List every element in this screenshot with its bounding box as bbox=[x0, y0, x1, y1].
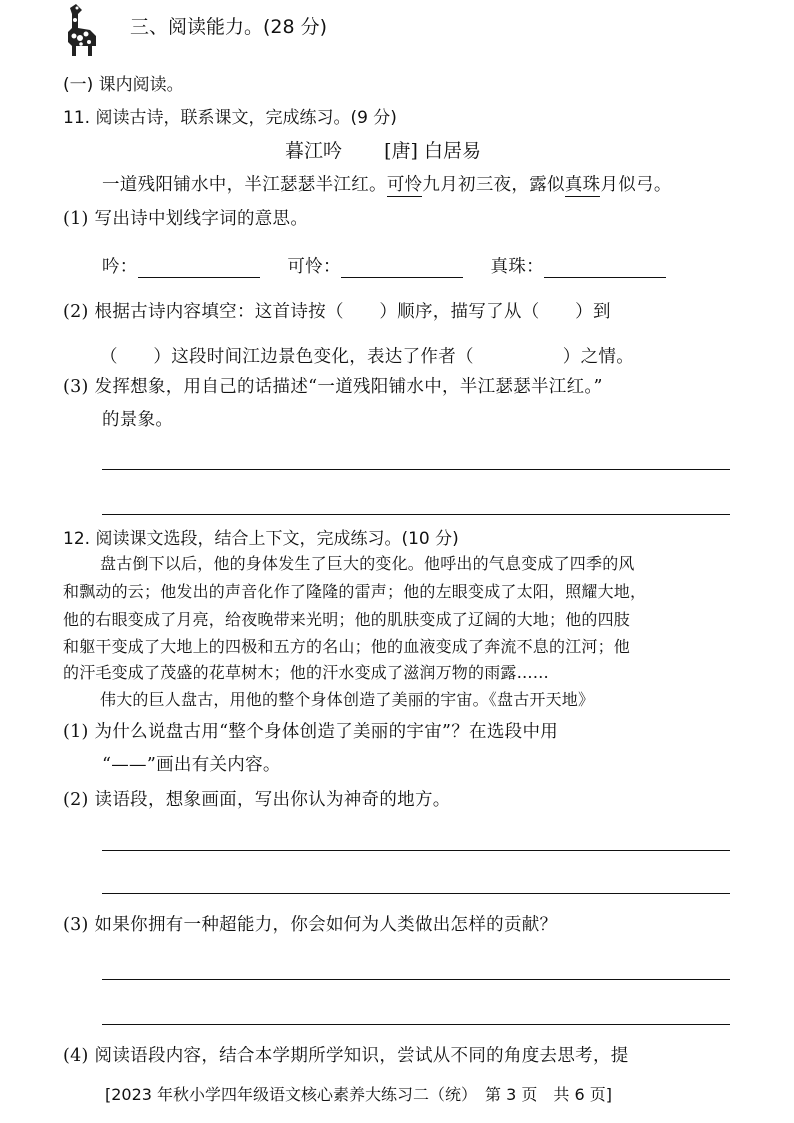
passage-line: 盘古倒下以后，他的身体发生了巨大的变化。他呼出的气息变成了四季的风 bbox=[100, 554, 635, 573]
q12-sub1-line1: (1) 为什么说盘古用“整个身体创造了美丽的宇宙”？在选段中用 bbox=[63, 722, 559, 742]
answer-line[interactable] bbox=[102, 514, 730, 515]
blank2-label: 可怜： bbox=[287, 257, 341, 277]
passage-line: 和飘动的云；他发出的声音化作了隆隆的雷声；他的左眼变成了太阳，照耀大地， bbox=[63, 582, 647, 601]
passage-line: 的汗毛变成了茂盛的花草树木；他的汗水变成了滋润万物的雨露…… bbox=[63, 663, 550, 682]
q12-stem: 12. 阅读课文选段，结合上下文，完成练习。(10 分) bbox=[63, 529, 459, 549]
q12-sub2: (2) 读语段，想象画面，写出你认为神奇的地方。 bbox=[63, 790, 451, 810]
poem-line-a: 一道残阳铺水中，半江瑟瑟半江红。 bbox=[102, 175, 387, 195]
q11-sub1: (1) 写出诗中划线字词的意思。 bbox=[63, 209, 309, 229]
answer-line[interactable] bbox=[102, 850, 730, 851]
section-title: 三、阅读能力。(28 分) bbox=[130, 16, 328, 38]
poem-author: [唐] 白居易 bbox=[384, 140, 481, 162]
poem-title: 暮江吟 bbox=[285, 140, 343, 162]
blank1-label: 吟： bbox=[102, 257, 138, 277]
q11-sub3-line1: (3) 发挥想象，用自己的话描述“一道残阳铺水中，半江瑟瑟半江红。” bbox=[63, 377, 603, 397]
poem-word-kelian: 可怜 bbox=[386, 175, 423, 195]
q11-stem: 11. 阅读古诗，联系课文，完成练习。(9 分) bbox=[63, 108, 397, 128]
answer-line[interactable] bbox=[102, 1024, 730, 1025]
q11-sub2-line2: （ ）这段时间江边景色变化，表达了作者（ ）之情。 bbox=[100, 347, 634, 367]
answer-line[interactable] bbox=[102, 893, 730, 894]
poem-title-row bbox=[285, 136, 481, 163]
passage-line: 和躯干变成了大地上的四极和五方的名山；他的血液变成了奔流不息的江河；他 bbox=[63, 637, 631, 656]
blank1-line[interactable] bbox=[138, 259, 260, 278]
giraffe-icon bbox=[56, 2, 104, 58]
blank3-line[interactable] bbox=[544, 259, 666, 278]
poem-word-zhenzhu: 真珠 bbox=[564, 175, 601, 195]
poem-line-b-mid: 九月初三夜，露似 bbox=[422, 175, 565, 195]
passage-line: 伟大的巨人盘古，用他的整个身体创造了美丽的宇宙。《盘古开天地》 bbox=[100, 690, 595, 709]
poem-lines bbox=[102, 171, 672, 196]
q12-sub1-line2: “——”画出有关内容。 bbox=[102, 755, 281, 775]
q12-sub4: (4) 阅读语段内容，结合本学期所学知识，尝试从不同的角度去思考，提 bbox=[63, 1046, 629, 1066]
passage-line: 他的右眼变成了月亮，给夜晚带来光明；他的肌肤变成了辽阔的大地；他的四肢 bbox=[63, 610, 631, 629]
q12-sub3: (3) 如果你拥有一种超能力，你会如何为人类做出怎样的贡献？ bbox=[63, 915, 558, 935]
q11-blanks-row bbox=[102, 253, 666, 278]
q11-sub3-line2: 的景象。 bbox=[102, 410, 174, 430]
poem-line-b-end: 月似弓。 bbox=[600, 175, 672, 195]
part1-title: (一) 课内阅读。 bbox=[63, 75, 184, 95]
blank2-line[interactable] bbox=[341, 259, 463, 278]
page-footer: [2023 年秋小学四年级语文核心素养大练习二（统） 第 3 页 共 6 页] bbox=[105, 1085, 612, 1104]
answer-line[interactable] bbox=[102, 979, 730, 980]
answer-line[interactable] bbox=[102, 469, 730, 470]
q11-sub2-line1: (2) 根据古诗内容填空：这首诗按（ ）顺序，描写了从（ ）到 bbox=[63, 302, 611, 322]
blank3-label: 真珠： bbox=[490, 257, 544, 277]
